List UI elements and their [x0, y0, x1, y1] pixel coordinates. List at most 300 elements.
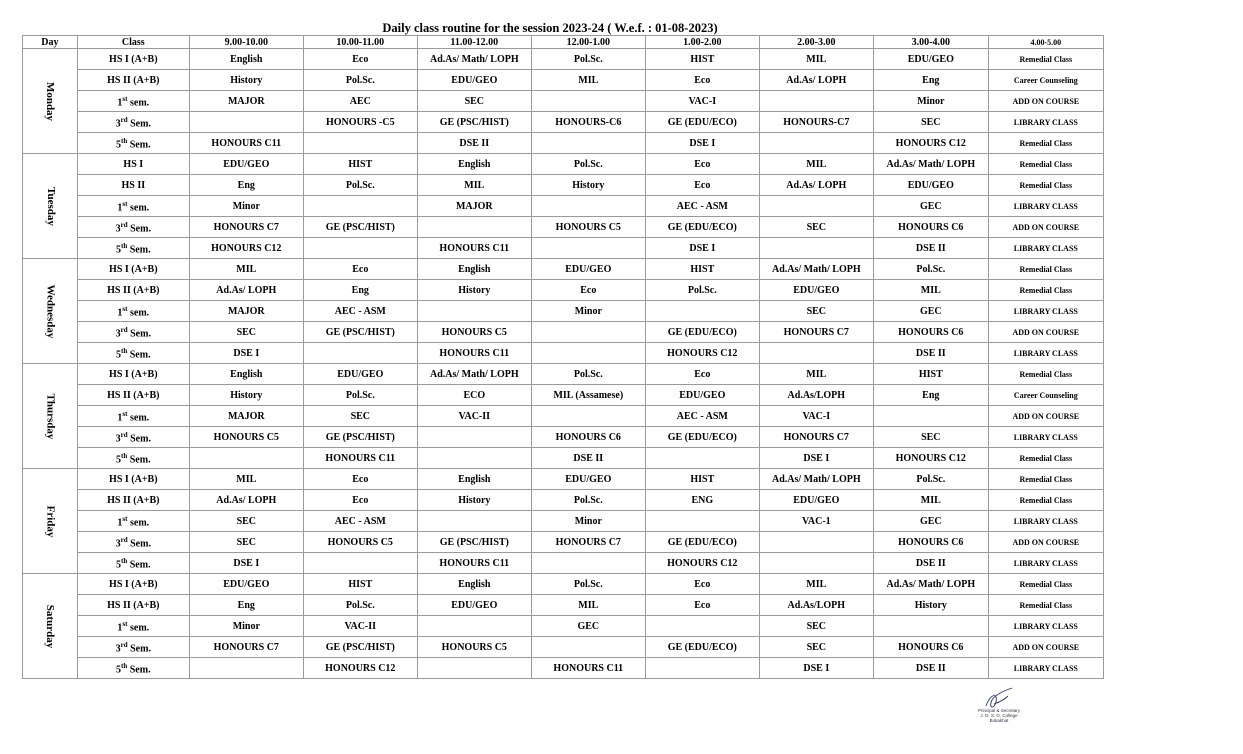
subject-cell: Pol.Sc.	[531, 154, 645, 175]
subject-cell: Remedial Class	[988, 259, 1103, 280]
class-cell	[77, 448, 189, 469]
subject-cell	[303, 238, 417, 259]
class-ordinal-suffix: th	[121, 451, 128, 460]
class-label: 3	[115, 223, 121, 235]
class-cell	[77, 343, 189, 364]
subject-cell: Pol.Sc.	[873, 259, 988, 280]
day-cell	[23, 364, 78, 469]
subject-cell: History	[417, 280, 531, 301]
subject-cell: Eng	[189, 595, 303, 616]
subject-cell: History	[189, 385, 303, 406]
table-row	[23, 217, 1104, 238]
subject-cell: HONOURS C12	[189, 238, 303, 259]
class-cell	[77, 532, 189, 553]
subject-cell: GE (EDU/ECO)	[645, 637, 759, 658]
class-label: 1	[117, 307, 123, 319]
class-label: 3	[115, 643, 121, 655]
subject-cell: History	[873, 595, 988, 616]
routine-table	[22, 35, 1104, 679]
subject-cell: Ad.As/ LOPH	[189, 490, 303, 511]
subject-cell	[645, 616, 759, 637]
subject-cell: Pol.Sc.	[303, 595, 417, 616]
class-ordinal-suffix: rd	[120, 535, 128, 544]
table-row	[23, 511, 1104, 532]
subject-cell: HONOURS C5	[189, 427, 303, 448]
subject-cell: English	[417, 469, 531, 490]
day-label: Thursday	[44, 393, 57, 439]
subject-cell: HONOURS C5	[417, 637, 531, 658]
subject-cell: DSE II	[873, 553, 988, 574]
subject-cell: LIBRARY CLASS	[988, 112, 1103, 133]
class-label: 3	[115, 328, 121, 340]
subject-cell	[759, 553, 873, 574]
subject-cell: DSE II	[873, 343, 988, 364]
subject-cell: DSE II	[873, 658, 988, 679]
subject-cell: HONOURS C7	[759, 322, 873, 343]
class-cell	[77, 637, 189, 658]
class-sem-label: Sem.	[129, 244, 151, 256]
subject-cell	[303, 196, 417, 217]
subject-cell: Ad.As/LOPH	[759, 385, 873, 406]
subject-cell: HONOURS C5	[531, 217, 645, 238]
class-sem-label: Sem.	[130, 118, 151, 130]
subject-cell	[531, 343, 645, 364]
subject-cell: EDU/GEO	[759, 490, 873, 511]
subject-cell: Ad.As/ Math/ LOPH	[417, 49, 531, 70]
subject-cell: Pol.Sc.	[303, 175, 417, 196]
class-ordinal-suffix: st	[122, 304, 128, 313]
subject-cell: EDU/GEO	[873, 175, 988, 196]
class-sem-label: sem.	[129, 97, 150, 109]
class-sem-label: sem.	[129, 622, 150, 634]
subject-cell: DSE I	[759, 448, 873, 469]
class-sem-label: sem.	[129, 307, 150, 319]
subject-cell: ADD ON COURSE	[988, 637, 1103, 658]
signature-stamp	[964, 708, 1034, 723]
subject-cell	[189, 658, 303, 679]
subject-cell: Minor	[531, 511, 645, 532]
subject-cell: AEC	[303, 91, 417, 112]
header-cell: 3.00-4.00	[873, 36, 988, 49]
day-label: Friday	[44, 505, 57, 537]
subject-cell: HONOURS C6	[531, 427, 645, 448]
subject-cell: English	[417, 154, 531, 175]
subject-cell: Pol.Sc.	[531, 364, 645, 385]
subject-cell: VAC-II	[303, 616, 417, 637]
day-cell	[23, 469, 78, 574]
subject-cell: MIL	[189, 469, 303, 490]
subject-cell	[531, 133, 645, 154]
subject-cell: Eco	[303, 469, 417, 490]
class-cell	[77, 490, 189, 511]
subject-cell: SEC	[759, 217, 873, 238]
subject-cell: HONOURS C6	[873, 637, 988, 658]
header-row	[23, 36, 1104, 49]
class-label: 1	[117, 622, 123, 634]
subject-cell: Ad.As/ Math/ LOPH	[873, 574, 988, 595]
subject-cell: MIL	[759, 49, 873, 70]
subject-cell: DSE I	[759, 658, 873, 679]
subject-cell: History	[417, 490, 531, 511]
subject-cell: HONOURS C12	[645, 553, 759, 574]
subject-cell: MAJOR	[189, 406, 303, 427]
subject-cell: SEC	[189, 532, 303, 553]
subject-cell	[417, 301, 531, 322]
subject-cell: LIBRARY CLASS	[988, 658, 1103, 679]
subject-cell	[531, 238, 645, 259]
class-cell	[77, 616, 189, 637]
class-ordinal-suffix: th	[121, 346, 128, 355]
subject-cell	[417, 448, 531, 469]
subject-cell: Pol.Sc.	[531, 490, 645, 511]
class-cell	[77, 49, 189, 70]
header-cell: Day	[23, 36, 78, 49]
class-sem-label: Sem.	[129, 349, 151, 361]
table-row	[23, 574, 1104, 595]
subject-cell: Minor	[531, 301, 645, 322]
subject-cell: Remedial Class	[988, 49, 1103, 70]
subject-cell: EDU/GEO	[759, 280, 873, 301]
subject-cell: Eco	[645, 574, 759, 595]
table-row	[23, 343, 1104, 364]
class-sem-label: Sem.	[130, 538, 151, 550]
subject-cell: HIST	[873, 364, 988, 385]
subject-cell: Eco	[531, 280, 645, 301]
class-cell	[77, 238, 189, 259]
subject-cell: AEC - ASM	[645, 196, 759, 217]
subject-cell	[417, 217, 531, 238]
subject-cell: GEC	[873, 301, 988, 322]
routine-title: Daily class routine for the session 2023-24 ( W.e.f. : 01-08-2023)	[382, 21, 718, 35]
subject-cell: MIL	[759, 574, 873, 595]
table-row	[23, 658, 1104, 679]
subject-cell	[531, 637, 645, 658]
subject-cell: GEC	[873, 511, 988, 532]
class-cell	[77, 301, 189, 322]
class-ordinal-suffix: th	[121, 241, 128, 250]
class-cell	[77, 217, 189, 238]
subject-cell: SEC	[303, 406, 417, 427]
class-cell	[77, 322, 189, 343]
subject-cell: MIL	[873, 490, 988, 511]
table-row	[23, 154, 1104, 175]
subject-cell	[417, 511, 531, 532]
table-row	[23, 280, 1104, 301]
subject-cell: MAJOR	[417, 196, 531, 217]
subject-cell: Eng	[303, 280, 417, 301]
day-cell	[23, 49, 78, 154]
subject-cell	[189, 448, 303, 469]
subject-cell: Remedial Class	[988, 574, 1103, 595]
subject-cell: Eco	[645, 154, 759, 175]
subject-cell: HIST	[645, 49, 759, 70]
subject-cell: Ad.As/ Math/ LOPH	[873, 154, 988, 175]
subject-cell: English	[189, 364, 303, 385]
subject-cell: DSE I	[189, 553, 303, 574]
subject-cell: Pol.Sc.	[531, 49, 645, 70]
subject-cell: Remedial Class	[988, 448, 1103, 469]
class-cell	[77, 574, 189, 595]
subject-cell: EDU/GEO	[873, 49, 988, 70]
class-cell	[77, 406, 189, 427]
table-row	[23, 112, 1104, 133]
subject-cell: HONOURS C6	[873, 217, 988, 238]
subject-cell: GE (PSC/HIST)	[417, 532, 531, 553]
subject-cell: HIST	[645, 469, 759, 490]
class-label: HS I (A+B)	[109, 263, 158, 275]
subject-cell	[645, 658, 759, 679]
subject-cell	[645, 511, 759, 532]
subject-cell	[873, 406, 988, 427]
subject-cell: Ad.As/ LOPH	[189, 280, 303, 301]
subject-cell	[645, 448, 759, 469]
subject-cell: EDU/GEO	[531, 259, 645, 280]
subject-cell: SEC	[189, 511, 303, 532]
subject-cell: ADD ON COURSE	[988, 217, 1103, 238]
subject-cell: Eco	[645, 70, 759, 91]
subject-cell: Minor	[189, 196, 303, 217]
subject-cell	[417, 427, 531, 448]
subject-cell: MIL	[189, 259, 303, 280]
class-label: 1	[117, 517, 123, 529]
class-label: 5	[116, 664, 121, 676]
class-label: 1	[117, 412, 123, 424]
class-cell	[77, 133, 189, 154]
table-row	[23, 259, 1104, 280]
header-cell: 2.00-3.00	[759, 36, 873, 49]
subject-cell: MIL (Assamese)	[531, 385, 645, 406]
class-sem-label: Sem.	[129, 454, 151, 466]
subject-cell: LIBRARY CLASS	[988, 616, 1103, 637]
subject-cell: HONOURS C12	[645, 343, 759, 364]
table-row	[23, 616, 1104, 637]
table-row	[23, 196, 1104, 217]
table-row	[23, 469, 1104, 490]
subject-cell: Pol.Sc.	[303, 70, 417, 91]
subject-cell: HONOURS C7	[531, 532, 645, 553]
subject-cell: SEC	[873, 427, 988, 448]
table-row	[23, 553, 1104, 574]
class-cell	[77, 595, 189, 616]
day-cell	[23, 259, 78, 364]
class-label: HS I (A+B)	[109, 53, 158, 65]
class-label: 5	[116, 454, 121, 466]
class-label: HS II (A+B)	[107, 389, 160, 401]
subject-cell: MAJOR	[189, 301, 303, 322]
class-label: HS II (A+B)	[107, 284, 160, 296]
table-row	[23, 322, 1104, 343]
subject-cell	[303, 343, 417, 364]
subject-cell: GE (PSC/HIST)	[303, 637, 417, 658]
subject-cell: Ad.As/ Math/ LOPH	[417, 364, 531, 385]
class-ordinal-suffix: st	[122, 619, 128, 628]
subject-cell: Ad.As/ Math/ LOPH	[759, 469, 873, 490]
class-ordinal-suffix: rd	[120, 325, 128, 334]
class-label: HS I (A+B)	[109, 473, 158, 485]
table-row	[23, 532, 1104, 553]
subject-cell: HONOURS C12	[873, 133, 988, 154]
subject-cell: Remedial Class	[988, 154, 1103, 175]
class-label: HS I (A+B)	[109, 578, 158, 590]
table-row	[23, 91, 1104, 112]
subject-cell: DSE II	[417, 133, 531, 154]
subject-cell: HONOURS-C7	[759, 112, 873, 133]
subject-cell: VAC-1	[759, 511, 873, 532]
class-cell	[77, 385, 189, 406]
subject-cell: LIBRARY CLASS	[988, 511, 1103, 532]
subject-cell: Remedial Class	[988, 469, 1103, 490]
day-cell	[23, 574, 78, 679]
subject-cell: History	[189, 70, 303, 91]
header-cell: Class	[77, 36, 189, 49]
class-sem-label: Sem.	[130, 433, 151, 445]
subject-cell: HIST	[303, 154, 417, 175]
subject-cell	[531, 322, 645, 343]
subject-cell: DSE II	[873, 238, 988, 259]
subject-cell: GE (EDU/ECO)	[645, 322, 759, 343]
class-label: HS II	[121, 179, 146, 191]
subject-cell: Career Counseling	[988, 385, 1103, 406]
subject-cell: SEC	[873, 112, 988, 133]
subject-cell: VAC-I	[645, 91, 759, 112]
subject-cell: EDU/GEO	[303, 364, 417, 385]
class-cell	[77, 658, 189, 679]
subject-cell: GE (PSC/HIST)	[417, 112, 531, 133]
subject-cell: HONOURS C11	[189, 133, 303, 154]
subject-cell: LIBRARY CLASS	[988, 427, 1103, 448]
subject-cell: HONOURS C7	[189, 217, 303, 238]
class-ordinal-suffix: st	[122, 94, 128, 103]
class-cell	[77, 175, 189, 196]
subject-cell: ADD ON COURSE	[988, 91, 1103, 112]
class-cell	[77, 259, 189, 280]
class-ordinal-suffix: rd	[120, 640, 128, 649]
subject-cell: Eng	[873, 70, 988, 91]
day-label: Tuesday	[44, 186, 57, 226]
table-row	[23, 238, 1104, 259]
subject-cell: ECO	[417, 385, 531, 406]
class-ordinal-suffix: rd	[120, 220, 128, 229]
subject-cell: ADD ON COURSE	[988, 322, 1103, 343]
subject-cell: Pol.Sc.	[531, 574, 645, 595]
subject-cell: MIL	[417, 175, 531, 196]
class-ordinal-suffix: st	[122, 514, 128, 523]
class-label: 5	[116, 559, 121, 571]
class-sem-label: Sem.	[130, 643, 151, 655]
subject-cell: Career Counseling	[988, 70, 1103, 91]
subject-cell: EDU/GEO	[645, 385, 759, 406]
subject-cell: Remedial Class	[988, 280, 1103, 301]
table-row	[23, 427, 1104, 448]
subject-cell: GE (EDU/ECO)	[645, 532, 759, 553]
subject-cell: HONOURS C11	[531, 658, 645, 679]
class-cell	[77, 280, 189, 301]
class-sem-label: Sem.	[130, 328, 151, 340]
subject-cell: Minor	[873, 91, 988, 112]
table-row	[23, 637, 1104, 658]
table-row	[23, 490, 1104, 511]
subject-cell: GEC	[531, 616, 645, 637]
subject-cell: HONOURS C12	[873, 448, 988, 469]
class-sem-label: sem.	[129, 202, 150, 214]
subject-cell: HONOURS C7	[189, 637, 303, 658]
class-label: 3	[115, 538, 121, 550]
subject-cell: HONOURS C11	[417, 238, 531, 259]
class-ordinal-suffix: th	[121, 556, 128, 565]
subject-cell: MAJOR	[189, 91, 303, 112]
subject-cell: Remedial Class	[988, 133, 1103, 154]
class-ordinal-suffix: st	[122, 409, 128, 418]
class-label: HS II (A+B)	[107, 599, 160, 611]
day-cell	[23, 154, 78, 259]
class-cell	[77, 154, 189, 175]
class-label: HS I (A+B)	[109, 368, 158, 380]
class-cell	[77, 511, 189, 532]
subject-cell: GEC	[873, 196, 988, 217]
subject-cell: Remedial Class	[988, 175, 1103, 196]
subject-cell: MIL	[759, 154, 873, 175]
subject-cell: Eco	[645, 595, 759, 616]
subject-cell	[417, 658, 531, 679]
subject-cell	[303, 133, 417, 154]
subject-cell: HONOURS -C5	[303, 112, 417, 133]
class-label: 5	[116, 139, 121, 151]
subject-cell: GE (PSC/HIST)	[303, 322, 417, 343]
subject-cell: EDU/GEO	[189, 154, 303, 175]
header-cell: 11.00-12.00	[417, 36, 531, 49]
class-label: 1	[117, 202, 123, 214]
subject-cell: Ad.As/ LOPH	[759, 175, 873, 196]
subject-cell: AEC - ASM	[645, 406, 759, 427]
day-label: Monday	[44, 81, 57, 121]
class-sem-label: Sem.	[129, 664, 151, 676]
subject-cell: HONOURS-C6	[531, 112, 645, 133]
subject-cell: Pol.Sc.	[645, 280, 759, 301]
class-cell	[77, 112, 189, 133]
subject-cell: DSE I	[189, 343, 303, 364]
subject-cell	[759, 343, 873, 364]
subject-cell: VAC-II	[417, 406, 531, 427]
class-label: HS II (A+B)	[107, 74, 160, 86]
subject-cell	[531, 91, 645, 112]
subject-cell: MIL	[759, 364, 873, 385]
subject-cell: DSE II	[531, 448, 645, 469]
signature-line-3: Bokakhat	[989, 718, 1009, 723]
class-sem-label: Sem.	[129, 139, 151, 151]
subject-cell: GE (EDU/ECO)	[645, 217, 759, 238]
subject-cell: SEC	[759, 301, 873, 322]
subject-cell: HONOURS C5	[417, 322, 531, 343]
subject-cell: Eco	[303, 259, 417, 280]
day-label: Saturday	[44, 604, 57, 648]
table-row	[23, 70, 1104, 91]
subject-cell: Ad.As/ Math/ LOPH	[759, 259, 873, 280]
subject-cell: GE (PSC/HIST)	[303, 217, 417, 238]
subject-cell: LIBRARY CLASS	[988, 238, 1103, 259]
subject-cell: History	[531, 175, 645, 196]
subject-cell: LIBRARY CLASS	[988, 343, 1103, 364]
subject-cell	[189, 112, 303, 133]
subject-cell: ENG	[645, 490, 759, 511]
subject-cell: VAC-I	[759, 406, 873, 427]
subject-cell: MIL	[873, 280, 988, 301]
subject-cell: Eng	[189, 175, 303, 196]
class-cell	[77, 553, 189, 574]
subject-cell: HONOURS C5	[303, 532, 417, 553]
subject-cell: HONOURS C12	[303, 658, 417, 679]
subject-cell: Eco	[645, 364, 759, 385]
subject-cell: Ad.As/LOPH	[759, 595, 873, 616]
